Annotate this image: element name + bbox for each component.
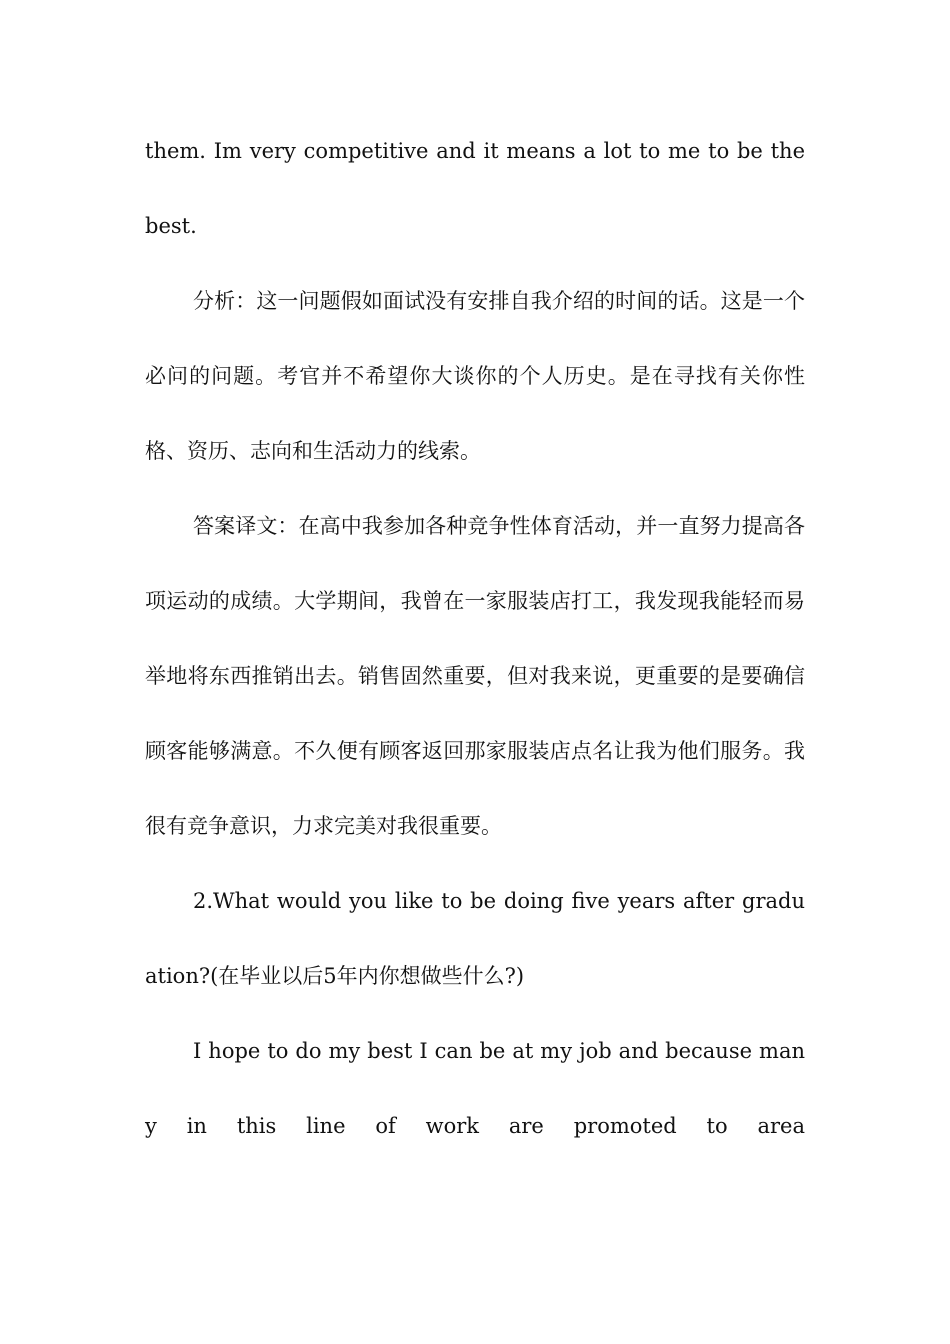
paragraph-analysis: 分析：这一问题假如面试没有安排自我介绍的时间的话。这是一个必问的问题。考官并不希望你大谈你的个人历史。是在寻找有关你性格、资历、志向和生活动力的线索。 — [145, 289, 805, 463]
document-page — [145, 114, 805, 1164]
paragraph-answer-translation: 答案译文：在高中我参加各种竞争性体育活动，并一直努力提高各项运动的成绩。大学期间，我曾在一家服装店打工，我发现我能轻而易举地将东西推销出去。销售固然重要，但对我来说，更重要的是要确信顾客能够满意。不久便有顾客返回那家服装店点名让我为他们服务。我很有竞争意识，力求完美对我很重要。 — [145, 514, 805, 838]
paragraph-answer-2: I hope to do my best I can be at my job and because many in this line of work are promoted to area — [145, 1039, 805, 1138]
paragraph-continued-answer: them. Im very competitive and it means a lot to me to be the best. — [145, 139, 805, 238]
paragraph-question-2: 2.What would you like to be doing five years after graduation?(在毕业以后5年内你想做些什么?) — [145, 889, 805, 988]
